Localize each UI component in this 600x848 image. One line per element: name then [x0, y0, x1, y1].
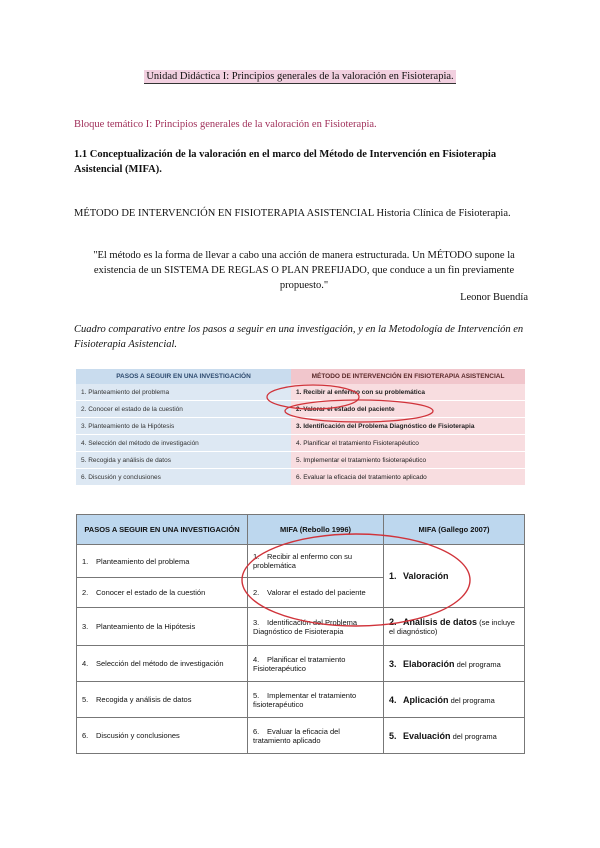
t2-cell: 6. Evaluar la eficacia del tratamiento aplicado	[248, 718, 384, 754]
t2-cell-valoracion: 1. Valoración	[384, 545, 525, 608]
t1-header-left: PASOS A SEGUIR EN UNA INVESTIGACIÓN	[76, 369, 291, 384]
unit-title: Unidad Didáctica I: Principios generales de la valoración en Fisioterapia.	[146, 71, 454, 82]
t1-header-right: MÉTODO DE INTERVENCIÓN EN FISIOTERAPIA ASISTENCIAL	[291, 369, 525, 384]
comparison-table-1	[76, 369, 525, 486]
t1-cell: 5. Implementar el tratamiento fisioterapéutico	[291, 452, 525, 469]
table-row	[76, 452, 525, 469]
method-caps: MÉTODO DE INTERVENCIÓN EN FISIOTERAPIA ASISTENCIAL	[74, 208, 374, 219]
t2-cell: 6. Discusión y conclusiones	[77, 718, 248, 754]
section-heading: 1.1 Conceptualización de la valoración en el marco del Método de Intervención en Fisioterapia Asistencial (MIFA).	[74, 149, 497, 175]
bloque-title: Bloque temático I: Principios generales de la valoración en Fisioterapia.	[74, 119, 377, 130]
t2-cell: 4. Planificar el tratamiento Fisioterapéutico	[248, 646, 384, 682]
t1-cell: 6. Discusión y conclusiones	[76, 469, 291, 486]
t2-cell: 4. Aplicación del programa	[384, 682, 525, 718]
comparison-table-2	[76, 514, 525, 754]
table-row	[76, 384, 525, 401]
t1-cell: 1. Planteamiento del problema	[76, 384, 291, 401]
table-row	[76, 469, 525, 486]
t2-cell: 1. Planteamiento del problema	[77, 545, 248, 578]
t2-cell: 2. Conocer el estado de la cuestión	[77, 578, 248, 608]
t2-cell: 3. Identificación del Problema Diagnóstico de Fisioterapia	[248, 608, 384, 646]
quote-author: Leonor Buendía	[460, 292, 528, 303]
t1-cell: 2. Valorar el estado del paciente	[291, 401, 525, 418]
table-row	[77, 545, 525, 578]
method-rest: Historia Clínica de Fisioterapia.	[373, 208, 511, 219]
table-row	[77, 718, 525, 754]
t2-cell: 5. Evaluación del programa	[384, 718, 525, 754]
t1-cell: 4. Planificar el tratamiento Fisioterapéutico	[291, 435, 525, 452]
t1-cell: 1. Recibir al enfermo con su problemática	[291, 384, 525, 401]
quote: "El método es la forma de llevar a cabo una acción de manera estructurada. Un MÉTODO supone la existencia de un SISTEMA DE REGLAS O PLAN PREFIJADO, que conduce a un fin previamente propuesto."	[93, 250, 515, 291]
t2-cell: 2. Valorar el estado del paciente	[248, 578, 384, 608]
t1-cell: 2. Conocer el estado de la cuestión	[76, 401, 291, 418]
table-row	[76, 435, 525, 452]
method-line	[74, 206, 534, 222]
t2-cell: 5. Implementar el tratamiento fisioterapéutico	[248, 682, 384, 718]
t2-header-investigacion: PASOS A SEGUIR EN UNA INVESTIGACIÓN	[77, 515, 248, 545]
t2-cell: 1. Recibir al enfermo con su problemática	[248, 545, 384, 578]
t2-cell: 4. Selección del método de investigación	[77, 646, 248, 682]
t1-cell: 6. Evaluar la eficacia del tratamiento aplicado	[291, 469, 525, 486]
t1-cell: 5. Recogida y análisis de datos	[76, 452, 291, 469]
figure-caption: Cuadro comparativo entre los pasos a seguir en una investigación, y en la Metodología de Intervención en Fisioterapia Asistencial.	[74, 324, 524, 350]
t2-header-rebollo: MIFA (Rebollo 1996)	[248, 515, 384, 545]
t1-cell: 4. Selección del método de investigación	[76, 435, 291, 452]
t2-cell: 2. Análisis de datos (se incluye el diagnóstico)	[384, 608, 525, 646]
t2-cell: 3. Elaboración del programa	[384, 646, 525, 682]
t2-cell: 3. Planteamiento de la Hipótesis	[77, 608, 248, 646]
table-row	[77, 608, 525, 646]
table-row	[76, 418, 525, 435]
table-row	[77, 646, 525, 682]
t2-header-gallego: MIFA (Gallego 2007)	[384, 515, 525, 545]
table-row	[76, 401, 525, 418]
table-row	[77, 682, 525, 718]
t1-cell: 3. Identificación del Problema Diagnóstico de Fisioterapia	[291, 418, 525, 435]
t1-cell: 3. Planteamiento de la Hipótesis	[76, 418, 291, 435]
t2-cell: 5. Recogida y análisis de datos	[77, 682, 248, 718]
